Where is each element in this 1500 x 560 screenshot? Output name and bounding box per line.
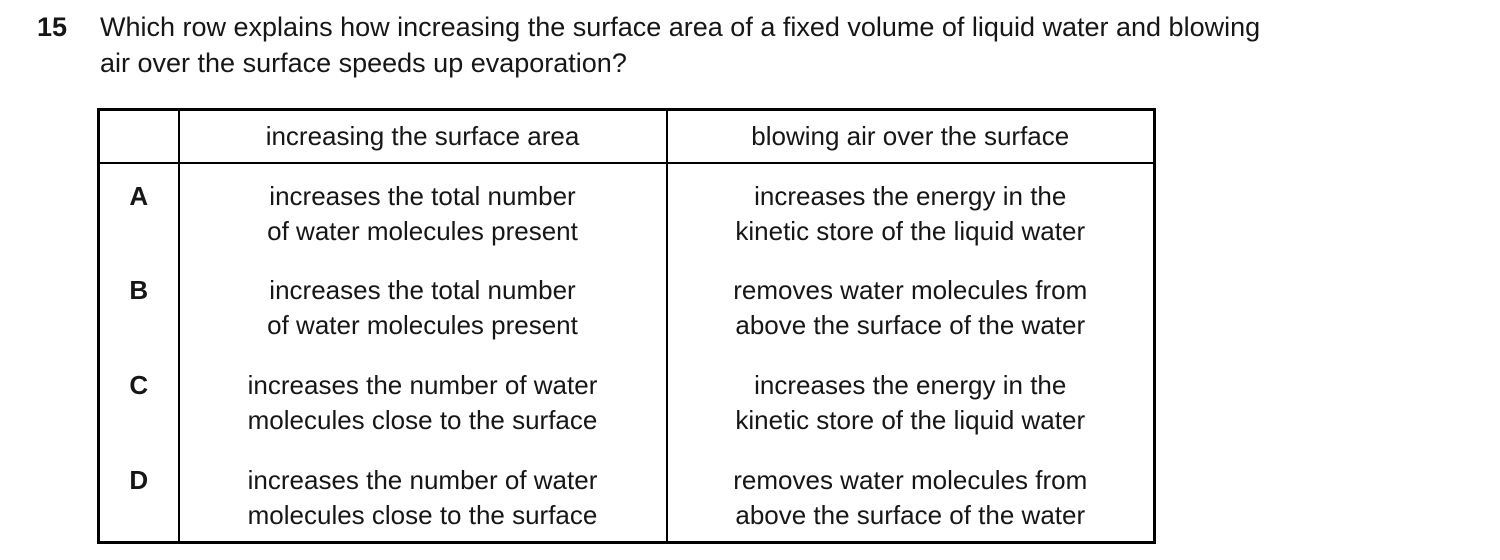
question-text-line-1: Which row explains how increasing the surface area of a fixed volume of liquid water and blowing (100, 12, 1261, 42)
row-label-d: D (99, 448, 179, 543)
table-row-b (99, 258, 1155, 353)
table-header-row (99, 110, 1155, 163)
cell-line: kinetic store of the liquid water (735, 215, 1086, 246)
header-corner-cell (99, 110, 179, 163)
cell-line: increases the energy in the (754, 180, 1067, 211)
row-c-col2 (667, 353, 1155, 448)
row-a-col2 (667, 163, 1155, 258)
header-blowing-air: blowing air over the surface (667, 110, 1155, 163)
cell-line: of water molecules present (267, 309, 578, 340)
cell-line: above the surface of the water (735, 309, 1086, 340)
cell-line: molecules close to the surface (247, 404, 598, 435)
cell-line: above the surface of the water (735, 499, 1086, 530)
cell-line: increases the number of water (247, 369, 598, 400)
cell-line: increases the energy in the (754, 369, 1067, 400)
row-label-b: B (99, 258, 179, 353)
row-label-c: C (99, 353, 179, 448)
row-b-col1 (179, 258, 667, 353)
table-row-c (99, 353, 1155, 448)
cell-line: increases the total number (269, 274, 576, 305)
question-text (100, 9, 1260, 81)
row-a-col1 (179, 163, 667, 258)
row-d-col1 (179, 448, 667, 543)
row-label-a: A (99, 163, 179, 258)
row-c-col1 (179, 353, 667, 448)
cell-line: of water molecules present (267, 215, 578, 246)
question-number: 15 (37, 12, 68, 42)
table-row-d (99, 448, 1155, 543)
question-text-line-2: air over the surface speeds up evaporation? (100, 48, 627, 78)
header-increasing-surface-area: increasing the surface area (179, 110, 667, 163)
table-row-a (99, 163, 1155, 258)
answer-table (97, 108, 1156, 544)
row-b-col2 (667, 258, 1155, 353)
cell-line: increases the total number (269, 180, 576, 211)
cell-line: removes water molecules from (733, 464, 1088, 495)
row-d-col2 (667, 448, 1155, 543)
cell-line: removes water molecules from (733, 274, 1088, 305)
cell-line: kinetic store of the liquid water (735, 404, 1086, 435)
cell-line: molecules close to the surface (247, 499, 598, 530)
cell-line: increases the number of water (247, 464, 598, 495)
